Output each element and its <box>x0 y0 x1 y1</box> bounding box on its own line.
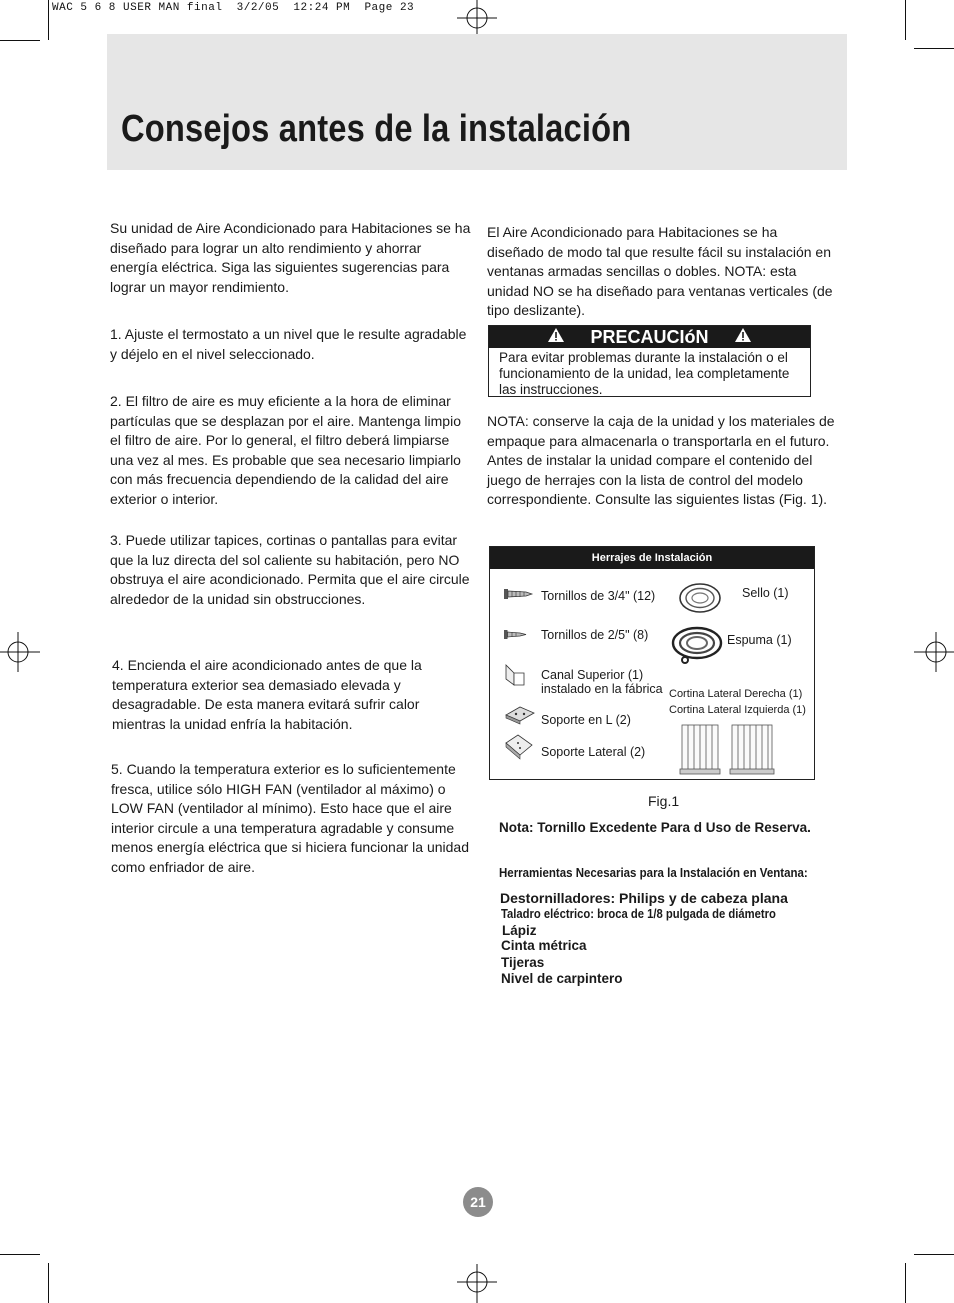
l-bracket-label: Soporte en L (2) <box>541 713 631 727</box>
caution-box <box>488 325 811 397</box>
registration-mark-right <box>914 632 954 672</box>
page-number: 21 <box>463 1187 493 1217</box>
caution-title: PRECAUCIóN <box>590 326 709 347</box>
caution-text: Para evitar problemas durante la instalación o el funcionamiento de la unidad, lea completamente las instrucciones. <box>499 350 790 397</box>
install-intro: El Aire Acondicionado para Habitaciones se ha diseñado de modo tal que resulte fácil su instalación en ventanas armadas sencillas o dobles. NOTA: esta unidad NO se ha diseñado para ventanas verticales (de tipo deslizante). <box>487 224 833 318</box>
crop-mark <box>905 1263 906 1303</box>
side-support-label: Soporte Lateral (2) <box>541 745 646 759</box>
tool-item: Tijeras <box>501 955 545 970</box>
hardware-box <box>489 546 815 780</box>
page-title: Consejos antes de la instalación <box>121 108 632 150</box>
tools-heading: Herramientas Necesarias para la Instalación en Ventana: <box>499 866 808 880</box>
crop-mark <box>48 1263 49 1303</box>
registration-mark-left <box>0 632 40 672</box>
crop-mark <box>0 1254 40 1255</box>
top-channel-icon <box>504 663 526 687</box>
crop-mark <box>914 1254 954 1255</box>
screw-long-icon <box>504 587 532 601</box>
warning-triangle-icon <box>548 328 564 346</box>
crop-mark <box>0 40 40 41</box>
registration-mark-top <box>457 0 497 34</box>
curtain-right-label: Cortina Lateral Derecha (1) <box>669 688 803 700</box>
tool-item: Cinta métrica <box>501 938 587 953</box>
screw-34-label: Tornillos de 3/4" (12) <box>541 589 656 603</box>
tip-2: 2. El filtro de aire es muy eficiente a la hora de eliminar partículas que se desplazan por el aire. Mantenga limpio el filtro de aire. Por lo general, el filtro deberá limpiarse una vez al mes. Es probable que sea necesario limpiarlo con más frecuencia dependiendo de la calidad del aire exterior o interior. <box>110 393 461 507</box>
seal-coil-icon <box>678 581 722 615</box>
side-curtains-icon <box>680 723 800 777</box>
foam-coil-icon <box>670 625 724 667</box>
tip-4: 4. Encienda el aire acondicionado antes de que la temperatura exterior sea demasiado elevada y desagradable. De esta manera evitará sufrir calor mientras la unidad enfría la habitación. <box>112 657 422 732</box>
l-bracket-icon <box>504 705 536 725</box>
print-header: WAC 5 6 8 USER MAN final 3/2/05 12:24 PM Page 23 <box>52 2 415 14</box>
tip-3: 3. Puede utilizar tapices, cortinas o pantallas para evitar que la luz directa del sol caliente su habitación, pero NO obstruya el aire acondicionado. Permita que el aire circule alrededor de la unidad sin obstrucciones. <box>110 532 470 607</box>
screw-short-icon <box>504 629 526 641</box>
crop-mark <box>905 0 906 40</box>
figure-caption: Fig.1 <box>648 793 680 809</box>
foam-label: Espuma (1) <box>727 633 792 647</box>
nota-paragraph: NOTA: conserve la caja de la unidad y los materiales de empaque para almacenarla o transportarla en el futuro. Antes de instalar la unidad compare el contenido del juego de herrajes con la lista de control del modelo correspondiente. Consulte las siguientes listas (Fig. 1). <box>487 413 835 507</box>
tool-item: Nivel de carpintero <box>501 971 623 986</box>
curtain-left-label: Cortina Lateral Izquierda (1) <box>669 704 806 716</box>
registration-mark-bottom <box>457 1264 497 1303</box>
crop-mark <box>914 48 954 49</box>
spare-screw-note: Nota: Tornillo Excedente Para d Uso de Reserva. <box>499 820 811 835</box>
tip-5: 5. Cuando la temperatura exterior es lo suficientemente fresca, utilice sólo HIGH FAN (ventilador al máximo) o LOW FAN (ventilador al mínimo). Esto hace que el aire interior circule a una temperatura agradable y consume menos energía eléctrica que si hiciera funcionar la unidad como enfriador de aire. <box>111 761 469 875</box>
tip-1: 1. Ajuste el termostato a un nivel que le resulte agradable y déjelo en el nivel seleccionado. <box>110 326 467 362</box>
caution-header <box>489 326 810 348</box>
top-channel-label: Canal Superior (1) <box>541 668 644 682</box>
tool-item: Taladro eléctrico: broca de 1/8 pulgada de diámetro <box>501 907 776 921</box>
tool-item: Lápiz <box>502 923 537 938</box>
tool-item: Destornilladores: Philips y de cabeza plana <box>500 890 788 906</box>
screw-25-label: Tornillos de 2/5" (8) <box>541 628 649 642</box>
intro-paragraph: Su unidad de Aire Acondicionado para Habitaciones se ha diseñado para lograr un alto rendimiento y ahorrar energía eléctrica. Siga las siguientes sugerencias para lograr un mayor rendimiento. <box>110 220 471 295</box>
crop-mark <box>48 0 49 40</box>
hardware-heading: Herrajes de Instalación <box>490 547 814 569</box>
side-support-icon <box>504 733 534 761</box>
top-channel-label-2: instalado en la fábrica <box>541 682 663 696</box>
warning-triangle-icon <box>735 328 751 346</box>
seal-label: Sello (1) <box>742 586 789 600</box>
